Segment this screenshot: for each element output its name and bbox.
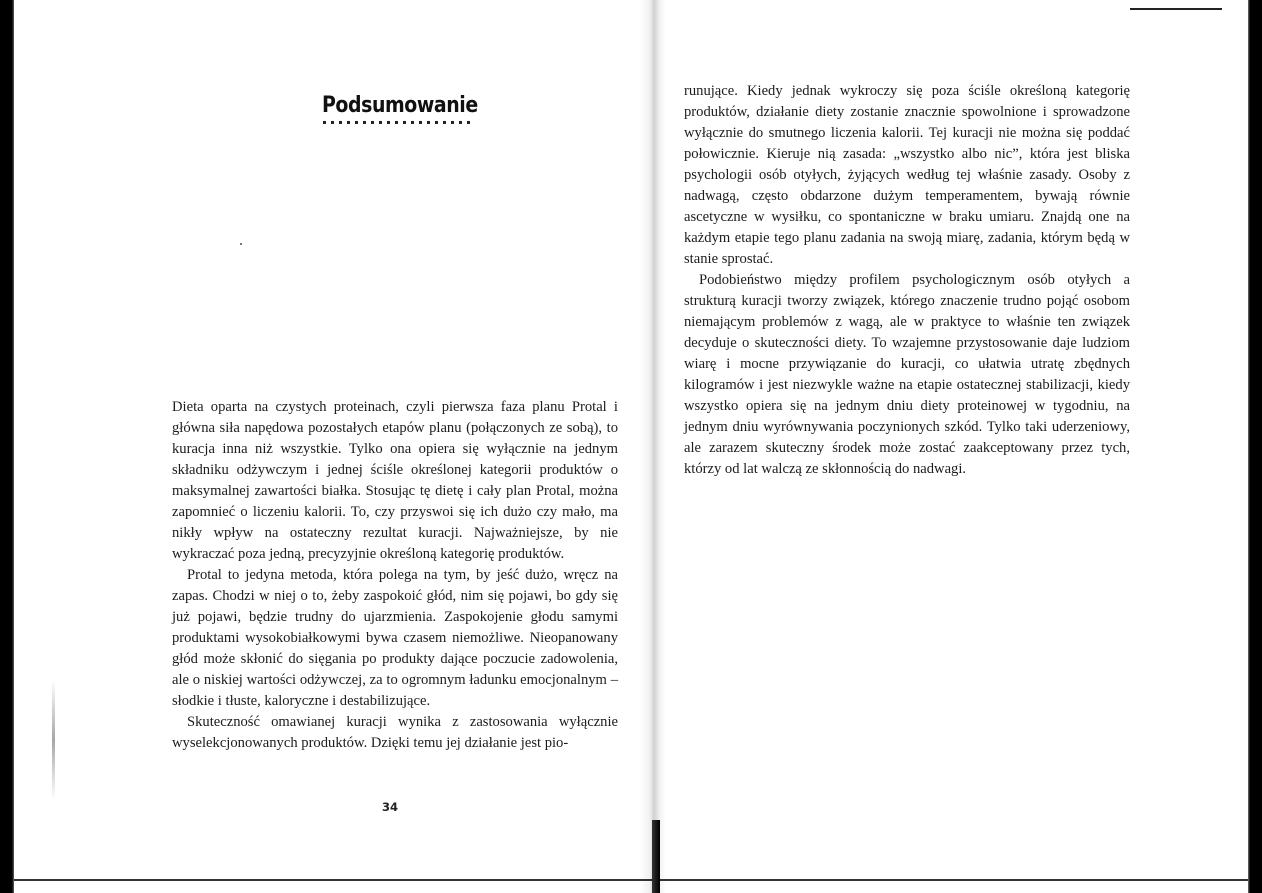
paragraph: Skuteczność omawianej kuracji wynika z zastosowania wyłącznie wyselekcjonowanych produktów. Dzięki temu jej działanie jest pio- xyxy=(172,714,618,751)
scan-edge-right xyxy=(1248,0,1262,893)
paragraph: Dieta oparta na czystych proteinach, czyli pierwsza faza planu Protal i główna siła napędowa pozostałych etapów planu (połączonych ze sobą), to kuracja inna niż wszystkie. Tylko ona opiera się wyłącznie na jednym składniku odżywczym i jednej ściśle określonej kategorii produktów o maksymalnej zawartości białka. Stosując tę dietę i cały plan Protal, można zapomnieć o liczeniu kalorii. To, czy przyswoi się ich dużo czy mało, ma nikły wpływ na ostateczny rezultat kuracji. Najważniejsze, by nie wykraczać poza jedną, precyzyjnie określoną kategorię produktów. xyxy=(172,399,618,562)
scan-top-line xyxy=(1130,8,1222,10)
page-title: Podsumowanie xyxy=(322,93,478,118)
right-page-text xyxy=(684,81,1130,480)
scan-speck xyxy=(240,243,242,245)
paragraph: Podobieństwo między profilem psychologicznym osób otyłych a strukturą kuracji tworzy związek, którego znaczenie trudno pojąć osobom niemającym problemów z wagą, ale w praktyce to właśnie ten związek decyduje o skuteczności diety. To wzajemne przystosowanie daje ludziom wiarę i mocne przywiązanie do kuracji, co ułatwia utratę zbędnych kilogramów i jest niezwykle ważne na etapie ostatecznej stabilizacji, kiedy wszystko opiera się na jednym dniu diety proteinowej w tygodniu, na jednym dniu wyrównywania poczynionych szkód. Tylko taki uderzeniowy, ale zarazem skuteczny środek może zostać zaakceptowany przez tych, którzy od lat walczą ze skłonnością do nadwagi. xyxy=(684,272,1130,477)
left-page-text xyxy=(172,397,618,754)
gutter-shadow xyxy=(652,820,660,893)
title-dotted-rule xyxy=(323,121,473,124)
scan-bottom-line xyxy=(14,879,1248,881)
page-number: 34 xyxy=(381,800,398,814)
paragraph: runujące. Kiedy jednak wykroczy się poza ściśle określoną kategorię produktów, działanie diety zostanie znacznie spowolnione i sprowadzone wyłącznie do smutnego liczenia kalorii. Tej kuracji nie można się poddać połowicznie. Kieruje nią zasada: „wszystko albo nic”, która jest bliska psychologii osób otyłych, żyjących według tej właśnie zasady. Osoby z nadwagą, często obdarzone dużym temperamentem, bywają równie ascetyczne w wysiłku, co spontaniczne w braku umiaru. Znajdą one na każdym etapie tego planu zadania na swoją miarę, zadania, którym będą w stanie sprostać. xyxy=(684,83,1130,267)
scan-edge-left xyxy=(0,0,14,893)
scan-margin-mark xyxy=(52,680,55,800)
paragraph: Protal to jedyna metoda, która polega na tym, by jeść dużo, wręcz na zapas. Chodzi w niej o to, żeby zaspokoić głód, nim się pojawi, bo gdy się już pojawi, będzie trudny do ujarzmienia. Zaspokojenie głodu samymi produktami wysokobiałkowymi bywa czasem niemożliwe. Nieopanowany głód może skłonić do sięgania po produkty dające poczucie zadowolenia, ale o niskiej wartości odżywczej, za to ogromnym ładunku emocjonalnym – słodkie i tłuste, kaloryczne i destabilizujące. xyxy=(172,567,618,709)
book-gutter xyxy=(640,0,666,893)
